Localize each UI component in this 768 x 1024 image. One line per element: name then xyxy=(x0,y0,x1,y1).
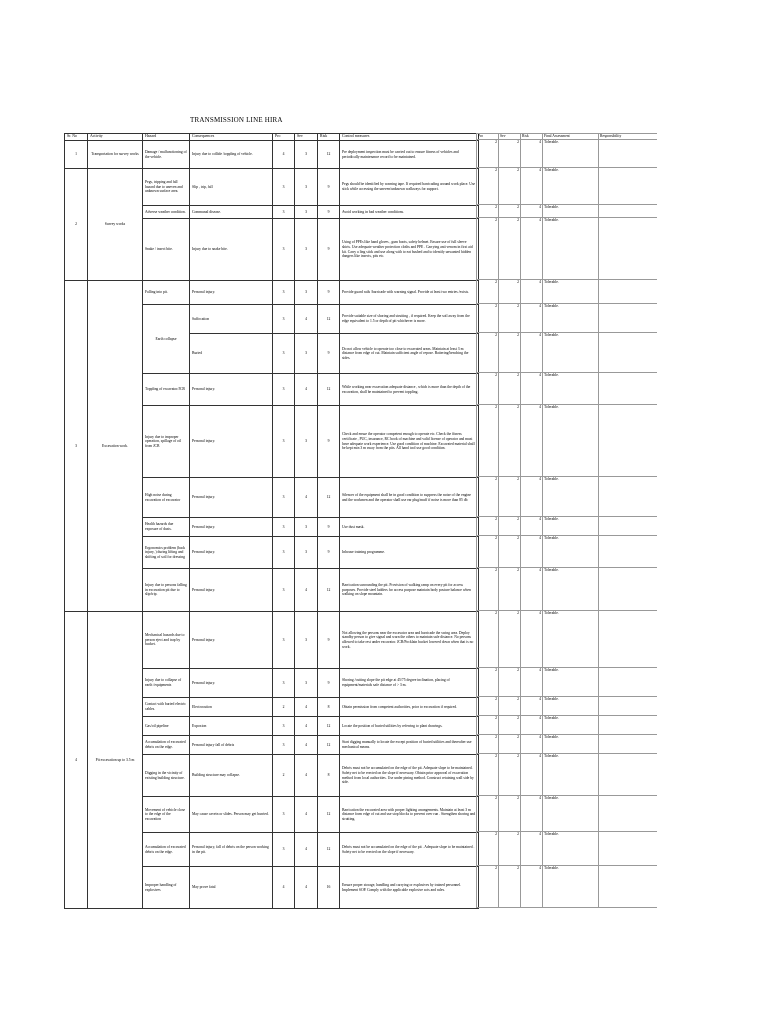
table-row xyxy=(65,612,479,669)
sev-cell: 4 xyxy=(295,717,318,736)
column-header: Control measures xyxy=(340,134,479,141)
responsibility-cell xyxy=(599,668,657,697)
final-risk-cell: 4 xyxy=(521,536,543,568)
final-sev-cell: 2 xyxy=(499,218,521,280)
pro-cell: 3 xyxy=(273,281,295,305)
table-row xyxy=(65,169,479,206)
responsibility-cell xyxy=(599,517,657,536)
activity-cell: Excavation work. xyxy=(88,281,143,612)
final-assessment-cell: Tolerable. xyxy=(543,517,599,536)
control-measures-cell: Using of PPEs like hand gloves , gum boots, safety helmet. Ensure use of full sleeve shirts. Use adequate weather protection cloths and PPE . Carrying anti venom in first aid kit. Carry a ling stick and use along with to eat bushed and to identify unwanted hidden dangers like insects, pits etc. xyxy=(340,219,479,281)
responsibility-cell xyxy=(599,796,657,832)
risk-cell: 9 xyxy=(318,334,340,374)
consequence-cell: Building structure may collapse. xyxy=(190,755,273,797)
risk-cell: 8 xyxy=(318,755,340,797)
control-measures-cell: Do not allow vehicle to operate too close to excavated areas. Maintain at least 3 m distance from edge of cut. Maintain sufficient angle of repose. Battering/benching the sides. xyxy=(340,334,479,374)
pro-cell: 3 xyxy=(273,374,295,406)
sev-cell: 4 xyxy=(295,755,318,797)
final-assessment-row xyxy=(477,405,657,477)
final-column-header: Risk xyxy=(521,134,543,140)
final-assessment-cell: Tolerable. xyxy=(543,405,599,477)
control-measures-cell: Pegs should be identified by warning tape. If required barricading around work place. Use stick while accessing the uneven/unknown walkways for support. xyxy=(340,169,479,206)
final-pro-cell: 2 xyxy=(477,304,499,333)
consequence-cell: Personal injury. xyxy=(190,612,273,669)
final-sev-cell: 2 xyxy=(499,668,521,697)
sev-cell: 4 xyxy=(295,478,318,518)
final-assessment-cell: Tolerable. xyxy=(543,668,599,697)
pro-cell: 4 xyxy=(273,867,295,909)
responsibility-cell xyxy=(599,205,657,218)
final-assessment-row xyxy=(477,205,657,218)
final-assessment-row xyxy=(477,716,657,735)
hazard-cell: Improper handling of explosives xyxy=(143,867,190,909)
final-sev-cell: 2 xyxy=(499,280,521,304)
risk-cell: 9 xyxy=(318,281,340,305)
hazard-cell: Pegs, tripping and fall hazard due to uneven and unknown surface area. xyxy=(143,169,190,206)
final-assessment-row xyxy=(477,333,657,373)
hazard-cell: Adverse weather condition. xyxy=(143,206,190,219)
final-column-header: Responsibility xyxy=(599,134,657,140)
sev-cell: 4 xyxy=(295,736,318,755)
hira-table xyxy=(64,133,479,909)
final-assessment-cell: Tolerable. xyxy=(543,735,599,754)
sev-cell: 4 xyxy=(295,374,318,406)
risk-cell: 8 xyxy=(318,698,340,717)
pro-cell: 2 xyxy=(273,698,295,717)
final-assessment-cell: Tolerable. xyxy=(543,304,599,333)
final-sev-cell: 2 xyxy=(499,373,521,405)
pro-cell: 3 xyxy=(273,219,295,281)
control-measures-cell: Silencer of the equipment shall be in good condition to suppress the noise of the engine and the workmen and the operator shall use ear plug/muff if noise is more than 85 db xyxy=(340,478,479,518)
control-measures-cell: Provide guard rails /barricade with warning signal. Provide at least two entries /exists. xyxy=(340,281,479,305)
activity-cell: Survey works xyxy=(88,169,143,281)
final-pro-cell: 2 xyxy=(477,218,499,280)
final-assessment-row xyxy=(477,568,657,611)
responsibility-cell xyxy=(599,568,657,611)
consequence-cell: Injury due to collide /toppling of vehicle. xyxy=(190,141,273,169)
risk-cell: 9 xyxy=(318,612,340,669)
hazard-cell: Accumulation of excavated debris on the edge. xyxy=(143,736,190,755)
risk-cell: 9 xyxy=(318,406,340,478)
final-assessment-row xyxy=(477,832,657,866)
final-pro-cell: 2 xyxy=(477,140,499,168)
hazard-cell: Gas/oil pipeline xyxy=(143,717,190,736)
final-assessment-table xyxy=(476,133,657,908)
sev-cell: 4 xyxy=(295,569,318,612)
responsibility-cell xyxy=(599,373,657,405)
sev-cell: 3 xyxy=(295,281,318,305)
hazard-cell: Damage / malfunctioning of the vehicle. xyxy=(143,141,190,169)
final-pro-cell: 2 xyxy=(477,866,499,908)
pro-cell: 3 xyxy=(273,537,295,569)
risk-cell: 12 xyxy=(318,374,340,406)
document-title: TRANSMISSION LINE HIRA xyxy=(190,116,283,124)
hazard-cell: Injury due to collapse of earth /equipments xyxy=(143,669,190,698)
final-assessment-cell: Tolerable. xyxy=(543,168,599,205)
final-sev-cell: 2 xyxy=(499,866,521,908)
column-header: Sr. No xyxy=(65,134,88,141)
responsibility-cell xyxy=(599,866,657,908)
final-risk-cell: 4 xyxy=(521,477,543,517)
sev-cell: 3 xyxy=(295,141,318,169)
consequence-cell: Personal injury, fall of debris on the person working in the pit. xyxy=(190,833,273,867)
hazard-cell: Health hazards due exposure of dusts. xyxy=(143,518,190,537)
consequence-cell: Personal injury. xyxy=(190,374,273,406)
hazard-cell: Digging in the vicinity of existing building structure. xyxy=(143,755,190,797)
final-assessment-row xyxy=(477,611,657,668)
consequence-cell: Personal injury. xyxy=(190,478,273,518)
control-measures-cell: Debris must not be accumulated on the edge of the pit. Adequate slope to be maintained. Safety net to be erected on the slope if necessary. Obtain prior approval of excavation method from local authorities. Use under pining method. Construct retaining wall side by side. xyxy=(340,755,479,797)
final-risk-cell: 4 xyxy=(521,832,543,866)
responsibility-cell xyxy=(599,832,657,866)
risk-cell: 12 xyxy=(318,833,340,867)
risk-cell: 9 xyxy=(318,669,340,698)
pro-cell: 3 xyxy=(273,169,295,206)
control-measures-cell: Not allowing the persons near the excavator area and barricade the swing area. Deploy standby person to give signal and warn the others to maintain safe distance. No persons allowed to take rest under excavator. JCB/Pocklain bucket lowered down when that is no work. xyxy=(340,612,479,669)
final-pro-cell: 2 xyxy=(477,697,499,716)
sev-cell: 4 xyxy=(295,833,318,867)
final-risk-cell: 4 xyxy=(521,697,543,716)
final-risk-cell: 4 xyxy=(521,140,543,168)
risk-cell: 12 xyxy=(318,797,340,833)
final-assessment-cell: Tolerable. xyxy=(543,477,599,517)
consequence-cell: Expoxion xyxy=(190,717,273,736)
final-sev-cell: 2 xyxy=(499,568,521,611)
control-measures-cell: Debris must not be accumulated on the edge of the pit . Adequate slope to be maintained . Safety net to be erected on the slope if necessary. xyxy=(340,833,479,867)
sev-cell: 3 xyxy=(295,334,318,374)
final-risk-cell: 4 xyxy=(521,754,543,796)
activity-cell: Pit excavation up to 3.5 m xyxy=(88,612,143,909)
final-sev-cell: 2 xyxy=(499,405,521,477)
consequence-cell: Personal injury. xyxy=(190,569,273,612)
sev-cell: 4 xyxy=(295,305,318,334)
final-pro-cell: 2 xyxy=(477,754,499,796)
final-risk-cell: 4 xyxy=(521,517,543,536)
responsibility-cell xyxy=(599,697,657,716)
consequence-cell: Electrocution xyxy=(190,698,273,717)
final-risk-cell: 4 xyxy=(521,205,543,218)
column-header: Hazard xyxy=(143,134,190,141)
sev-cell: 4 xyxy=(295,698,318,717)
pro-cell: 3 xyxy=(273,406,295,478)
final-assessment-cell: Tolerable. xyxy=(543,205,599,218)
pro-cell: 3 xyxy=(273,717,295,736)
final-assessment-cell: Tolerable. xyxy=(543,140,599,168)
control-measures-cell: While working near excavation adequate distance , which is more than the depth of the excavation, shall be maintained to prevent toppling. xyxy=(340,374,479,406)
final-assessment-row xyxy=(477,517,657,536)
risk-cell: 12 xyxy=(318,141,340,169)
final-pro-cell: 2 xyxy=(477,477,499,517)
hazard-cell: Toppling of excavator/JCB xyxy=(143,374,190,406)
hazard-cell: Movement of vehicle close to the edge of the excavation xyxy=(143,797,190,833)
sev-cell: 3 xyxy=(295,669,318,698)
pro-cell: 2 xyxy=(273,755,295,797)
responsibility-cell xyxy=(599,477,657,517)
final-sev-cell: 2 xyxy=(499,716,521,735)
final-assessment-cell: Tolerable. xyxy=(543,218,599,280)
final-risk-cell: 4 xyxy=(521,168,543,205)
hazard-cell: Contact with buried electric cables. xyxy=(143,698,190,717)
sev-cell: 3 xyxy=(295,406,318,478)
final-assessment-row xyxy=(477,668,657,697)
consequence-cell: Personal injury. xyxy=(190,518,273,537)
pro-cell: 3 xyxy=(273,669,295,698)
sev-cell: 3 xyxy=(295,612,318,669)
final-sev-cell: 2 xyxy=(499,735,521,754)
final-risk-cell: 4 xyxy=(521,373,543,405)
responsibility-cell xyxy=(599,611,657,668)
final-pro-cell: 2 xyxy=(477,735,499,754)
final-sev-cell: 2 xyxy=(499,477,521,517)
sev-cell: 3 xyxy=(295,518,318,537)
final-risk-cell: 4 xyxy=(521,333,543,373)
final-assessment-cell: Tolerable. xyxy=(543,611,599,668)
risk-cell: 12 xyxy=(318,736,340,755)
column-header: Consequences xyxy=(190,134,273,141)
sr-no-cell: 3 xyxy=(65,281,88,612)
final-risk-cell: 4 xyxy=(521,796,543,832)
control-measures-cell: Inhouse training programme. xyxy=(340,537,479,569)
final-risk-cell: 4 xyxy=(521,304,543,333)
consequence-cell: Buried xyxy=(190,334,273,374)
risk-cell: 9 xyxy=(318,537,340,569)
consequence-cell: Personal injury. xyxy=(190,537,273,569)
control-measures-cell: Locate the position of buried utilities by referring to plant drawings. xyxy=(340,717,479,736)
final-pro-cell: 2 xyxy=(477,668,499,697)
responsibility-cell xyxy=(599,754,657,796)
final-assessment-cell: Tolerable. xyxy=(543,796,599,832)
final-sev-cell: 2 xyxy=(499,205,521,218)
final-pro-cell: 2 xyxy=(477,611,499,668)
control-measures-cell: Avoid working in bad weather conditions. xyxy=(340,206,479,219)
final-risk-cell: 4 xyxy=(521,280,543,304)
risk-cell: 12 xyxy=(318,717,340,736)
consequence-cell: May prove fatal xyxy=(190,867,273,909)
consequence-cell: Injury due to snake bite. xyxy=(190,219,273,281)
sev-cell: 3 xyxy=(295,206,318,219)
table-row xyxy=(65,141,479,169)
final-assessment-row xyxy=(477,304,657,333)
consequence-cell: Personal injury. xyxy=(190,281,273,305)
final-column-header: Final Assessment xyxy=(543,134,599,140)
risk-cell: 9 xyxy=(318,518,340,537)
final-assessment-cell: Tolerable. xyxy=(543,716,599,735)
pro-cell: 3 xyxy=(273,612,295,669)
hazard-cell: Snake / insect bite. xyxy=(143,219,190,281)
sev-cell: 3 xyxy=(295,169,318,206)
pro-cell: 3 xyxy=(273,797,295,833)
final-assessment-row xyxy=(477,218,657,280)
final-risk-cell: 4 xyxy=(521,405,543,477)
column-header: Risk xyxy=(318,134,340,141)
final-risk-cell: 4 xyxy=(521,568,543,611)
final-assessment-cell: Tolerable. xyxy=(543,697,599,716)
sr-no-cell: 2 xyxy=(65,169,88,281)
pro-cell: 3 xyxy=(273,478,295,518)
sev-cell: 4 xyxy=(295,797,318,833)
final-sev-cell: 2 xyxy=(499,333,521,373)
final-assessment-row xyxy=(477,735,657,754)
control-measures-cell: Barrication the excavated area with proper lighting arrangements. Maintain at least 3 m distance form edge of cut and use stop blocks to prevent over run . Strengthen shoring and strutting. xyxy=(340,797,479,833)
pro-cell: 3 xyxy=(273,569,295,612)
pro-cell: 3 xyxy=(273,833,295,867)
hazard-cell: Injury due to persons falling in excavation pit due to slip/trip. xyxy=(143,569,190,612)
final-assessment-cell: Tolerable. xyxy=(543,536,599,568)
risk-cell: 12 xyxy=(318,305,340,334)
hazard-cell: Ergonomics problem (back injury, ) during lifting and shifting of soil for dressing xyxy=(143,537,190,569)
final-sev-cell: 2 xyxy=(499,697,521,716)
responsibility-cell xyxy=(599,168,657,205)
final-sev-cell: 2 xyxy=(499,611,521,668)
consequence-cell: Suffocation xyxy=(190,305,273,334)
hazard-cell: High noise during excavation of excavator xyxy=(143,478,190,518)
final-risk-cell: 4 xyxy=(521,716,543,735)
hazard-cell: Mechanical hazards due to person eject and trap by bucket. xyxy=(143,612,190,669)
consequence-cell: Slip , trip, fall xyxy=(190,169,273,206)
sev-cell: 4 xyxy=(295,867,318,909)
final-assessment-row xyxy=(477,373,657,405)
final-assessment-row xyxy=(477,140,657,168)
final-assessment-cell: Tolerable. xyxy=(543,866,599,908)
final-sev-cell: 2 xyxy=(499,832,521,866)
hazard-cell: Earth collapse xyxy=(143,305,190,374)
responsibility-cell xyxy=(599,140,657,168)
sr-no-cell: 4 xyxy=(65,612,88,909)
table-row xyxy=(65,281,479,305)
final-risk-cell: 4 xyxy=(521,611,543,668)
responsibility-cell xyxy=(599,536,657,568)
control-measures-cell: Provide suitable size of shoring and strutting , if required. Keep the soil away from the edge equivalent to 1.5 or depth of pit whichever is more. xyxy=(340,305,479,334)
pro-cell: 4 xyxy=(273,141,295,169)
final-pro-cell: 2 xyxy=(477,536,499,568)
final-pro-cell: 2 xyxy=(477,168,499,205)
final-pro-cell: 2 xyxy=(477,517,499,536)
final-pro-cell: 2 xyxy=(477,796,499,832)
final-assessment-row xyxy=(477,796,657,832)
final-assessment-row xyxy=(477,754,657,796)
risk-cell: 9 xyxy=(318,206,340,219)
final-assessment-cell: Tolerable. xyxy=(543,373,599,405)
final-assessment-row xyxy=(477,168,657,205)
risk-cell: 12 xyxy=(318,569,340,612)
responsibility-cell xyxy=(599,405,657,477)
control-measures-cell: Shoring /cutting slope the pit edge at 45/75 degree inclination, placing of equipment/materials safe distance of > 3 m. xyxy=(340,669,479,698)
control-measures-cell: Ensure proper storage, handling and carrying or explosives by trained personnel. Implement SOP. Comply with the applicable explosive acts and rules. xyxy=(340,867,479,909)
column-header: Pro xyxy=(273,134,295,141)
sr-no-cell: 1 xyxy=(65,141,88,169)
column-header: Activity xyxy=(88,134,143,141)
final-pro-cell: 2 xyxy=(477,333,499,373)
pro-cell: 3 xyxy=(273,518,295,537)
final-assessment-cell: Tolerable. xyxy=(543,333,599,373)
responsibility-cell xyxy=(599,716,657,735)
control-measures-cell: Obtain permission from competent authorities, prior to excavation if required. xyxy=(340,698,479,717)
responsibility-cell xyxy=(599,735,657,754)
control-measures-cell: Start digging manually to locate the except position of buried utilities and thereafter use mechanical means. xyxy=(340,736,479,755)
responsibility-cell xyxy=(599,333,657,373)
sev-cell: 3 xyxy=(295,219,318,281)
final-sev-cell: 2 xyxy=(499,796,521,832)
responsibility-cell xyxy=(599,218,657,280)
pro-cell: 3 xyxy=(273,305,295,334)
final-sev-cell: 2 xyxy=(499,168,521,205)
final-assessment-cell: Tolerable. xyxy=(543,754,599,796)
final-assessment-row xyxy=(477,866,657,908)
consequence-cell: Personal injury. xyxy=(190,669,273,698)
final-pro-cell: 2 xyxy=(477,568,499,611)
final-column-header: Pro xyxy=(477,134,499,140)
final-assessment-row xyxy=(477,280,657,304)
column-header: Sev xyxy=(295,134,318,141)
final-assessment-cell: Tolerable. xyxy=(543,280,599,304)
final-assessment-cell: Tolerable. xyxy=(543,568,599,611)
final-pro-cell: 2 xyxy=(477,405,499,477)
final-risk-cell: 4 xyxy=(521,668,543,697)
risk-cell: 9 xyxy=(318,169,340,206)
final-sev-cell: 2 xyxy=(499,517,521,536)
hazard-cell: Accumulation of excavated debris on the edge. xyxy=(143,833,190,867)
control-measures-cell: Barrication surrounding the pit. Provision of walking ramp on every pit for access purposes. Provide steel ladders for access purpose maintain body posture balance when walking on slope mountain. xyxy=(340,569,479,612)
control-measures-cell: Use dust mask. xyxy=(340,518,479,537)
final-sev-cell: 2 xyxy=(499,304,521,333)
risk-cell: 9 xyxy=(318,219,340,281)
final-assessment-row xyxy=(477,697,657,716)
hazard-cell: Injury due to improper operation, spillage of oil from JCB xyxy=(143,406,190,478)
final-pro-cell: 2 xyxy=(477,716,499,735)
pro-cell: 3 xyxy=(273,334,295,374)
final-risk-cell: 4 xyxy=(521,866,543,908)
consequence-cell: Personal injury fall of debris xyxy=(190,736,273,755)
responsibility-cell xyxy=(599,280,657,304)
final-assessment-row xyxy=(477,536,657,568)
consequence-cell: May cause cavein or slides. Person may get burried. xyxy=(190,797,273,833)
final-sev-cell: 2 xyxy=(499,536,521,568)
final-risk-cell: 4 xyxy=(521,735,543,754)
activity-cell: Transportation for survey works xyxy=(88,141,143,169)
consequence-cell: Personal injury. xyxy=(190,406,273,478)
risk-cell: 16 xyxy=(318,867,340,909)
risk-cell: 12 xyxy=(318,478,340,518)
final-sev-cell: 2 xyxy=(499,754,521,796)
pro-cell: 3 xyxy=(273,736,295,755)
final-pro-cell: 2 xyxy=(477,205,499,218)
control-measures-cell: Check and ensue the operator competent enough to operate etc. Check the fitness certificate , PUC, insurance, RC book of machine and valid license of operator and must have adequate work experience. Use good condition of machine. Excavated material shall be kept min 3 m away from the pits. All hand tool use good condition. xyxy=(340,406,479,478)
responsibility-cell xyxy=(599,304,657,333)
final-assessment-cell: Tolerable. xyxy=(543,832,599,866)
final-sev-cell: 2 xyxy=(499,140,521,168)
sev-cell: 3 xyxy=(295,537,318,569)
final-pro-cell: 2 xyxy=(477,280,499,304)
control-measures-cell: Pre deployment inspection must be carried out to ensure fitness of vehicles and periodically maintenance record to be maintained. xyxy=(340,141,479,169)
pro-cell: 3 xyxy=(273,206,295,219)
final-risk-cell: 4 xyxy=(521,218,543,280)
final-pro-cell: 2 xyxy=(477,832,499,866)
hazard-cell: Falling into pit. xyxy=(143,281,190,305)
final-assessment-row xyxy=(477,477,657,517)
final-column-header: Sev xyxy=(499,134,521,140)
final-pro-cell: 2 xyxy=(477,373,499,405)
consequence-cell: Communal disease. xyxy=(190,206,273,219)
